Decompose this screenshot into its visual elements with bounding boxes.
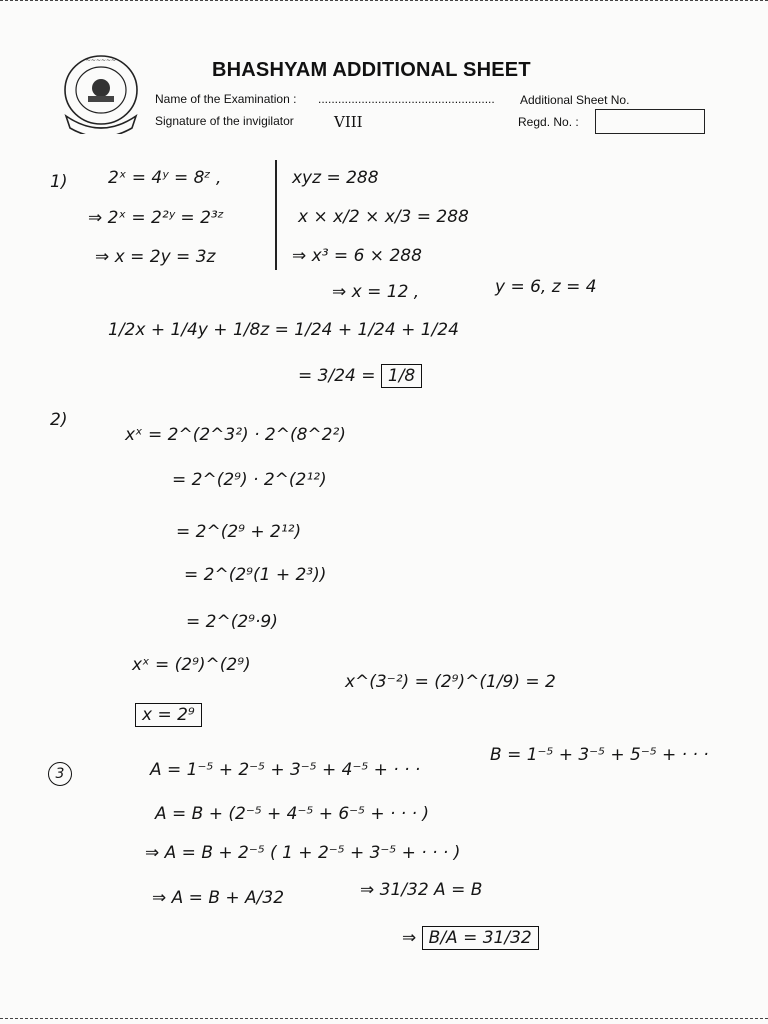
- q1-result: [298, 366, 422, 386]
- q3-line3: ⇒ A = B + 2⁻⁵ ( 1 + 2⁻⁵ + 3⁻⁵ + · · · ): [145, 843, 461, 863]
- q1-answer-box: 1/8: [381, 364, 422, 388]
- q1-right5: y = 6, z = 4: [495, 277, 597, 297]
- regd-no-box: [595, 109, 705, 134]
- regd-no-label: Regd. No. :: [518, 115, 579, 129]
- q2-line1: xˣ = 2^(2^3²) · 2^(8^2²): [125, 425, 346, 445]
- bottom-perforation: [0, 1018, 768, 1021]
- q1-number: 1): [50, 172, 68, 192]
- top-perforation: [0, 0, 768, 3]
- q1-line1: 2ˣ = 4ʸ = 8ᶻ ,: [108, 168, 222, 188]
- q3-a-def: A = 1⁻⁵ + 2⁻⁵ + 3⁻⁵ + 4⁻⁵ + · · ·: [150, 760, 421, 780]
- q1-result-lhs: = 3/24 =: [298, 366, 376, 386]
- q3-number: 3: [48, 762, 72, 786]
- q2-line3: = 2^(2⁹ + 2¹²): [176, 522, 302, 542]
- q1-right1: xyz = 288: [292, 168, 379, 188]
- q1-right3: ⇒ x³ = 6 × 288: [292, 246, 422, 266]
- q1-line2: ⇒ 2ˣ = 2²ʸ = 2³ᶻ: [88, 208, 224, 228]
- q2-line2: = 2^(2⁹) · 2^(2¹²): [172, 470, 327, 490]
- q2-line5: = 2^(2⁹·9): [186, 612, 278, 632]
- q2-line6: xˣ = (2⁹)^(2⁹): [132, 655, 251, 675]
- q2-line4: = 2^(2⁹(1 + 2³)): [184, 565, 327, 585]
- q2-number: 2): [50, 410, 68, 430]
- q3-line4b: ⇒ 31/32 A = B: [360, 880, 483, 900]
- additional-sheet-label: Additional Sheet No.: [520, 93, 630, 107]
- q1-sum-line: 1/2x + 1/4y + 1/8z = 1/24 + 1/24 + 1/24: [108, 320, 459, 340]
- q1-right4: ⇒ x = 12 ,: [332, 282, 420, 302]
- q3-answer-prefix: ⇒: [402, 928, 417, 948]
- q3-b-def: B = 1⁻⁵ + 3⁻⁵ + 5⁻⁵ + · · ·: [490, 745, 709, 765]
- q3-answer-box: B/A = 31/32: [422, 926, 539, 950]
- exam-name-label: Name of the Examination :: [155, 92, 297, 106]
- sheet-title: BHASHYAM ADDITIONAL SHEET: [212, 59, 531, 81]
- invigilator-label: Signature of the invigilator: [155, 114, 294, 128]
- q3-line4: ⇒ A = B + A/32: [152, 888, 285, 908]
- invigilator-signature: VIII: [334, 113, 363, 131]
- svg-text:~~~~~~: ~~~~~~: [85, 57, 117, 64]
- exam-name-field: .....................................................: [318, 92, 495, 106]
- q1-line3: ⇒ x = 2y = 3z: [95, 247, 216, 267]
- q3-line2: A = B + (2⁻⁵ + 4⁻⁵ + 6⁻⁵ + · · · ): [155, 804, 430, 824]
- q2-line7: x^(3⁻²) = (2⁹)^(1/9) = 2: [345, 672, 556, 692]
- q1-right2: x × x/2 × x/3 = 288: [298, 207, 469, 227]
- q1-divider: [275, 160, 277, 270]
- q2-answer-box: x = 2⁹: [135, 703, 202, 727]
- q3-answer: [402, 928, 539, 948]
- school-seal-logo: [60, 50, 142, 134]
